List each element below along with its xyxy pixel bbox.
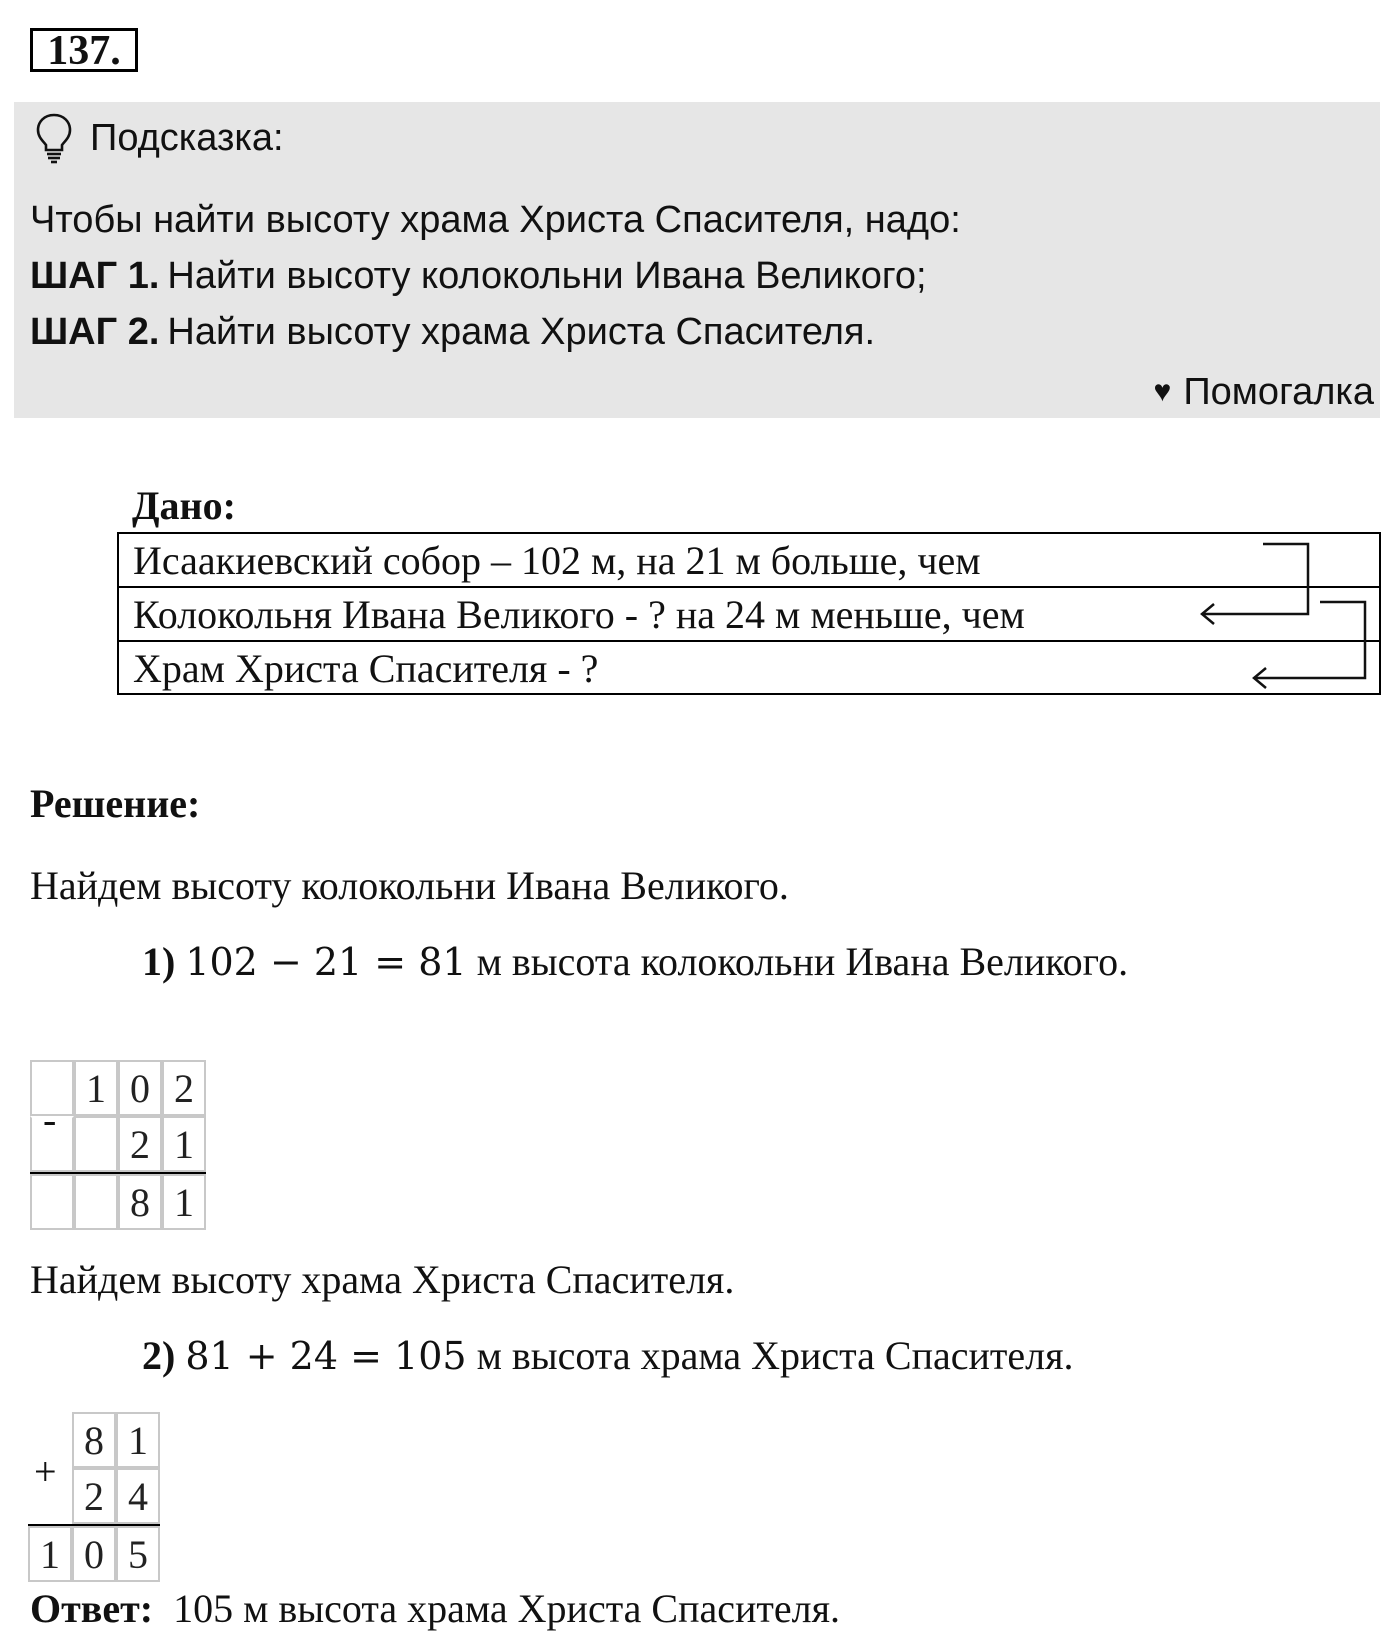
step-2-label: 2) xyxy=(142,1333,176,1378)
step-2-expression: 81 + 24 = 105 xyxy=(185,1334,467,1378)
lightbulb-icon xyxy=(34,112,74,164)
calc2-digit: 1 xyxy=(116,1412,160,1468)
calc1-digit: 1 xyxy=(74,1060,118,1116)
solution-line-2: Найдем высоту храма Христа Спасителя. xyxy=(30,1257,735,1302)
calc2-result-digit: 1 xyxy=(28,1526,72,1582)
calc1-result-digit: 8 xyxy=(118,1174,162,1230)
calc2-sign: + xyxy=(34,1449,57,1494)
solution-step-1 xyxy=(142,938,1128,986)
calc1-sign-cell-bottom xyxy=(30,1116,74,1172)
calc1-empty-cell xyxy=(30,1174,74,1230)
hint-step-1-label: ШАГ 1. xyxy=(30,255,160,297)
solution-line-1: Найдем высоту колокольни Ивана Великого. xyxy=(30,863,789,908)
calc1-digit xyxy=(74,1116,118,1172)
answer-line xyxy=(30,1585,840,1633)
answer-label: Ответ: xyxy=(30,1586,154,1631)
calc2-digit: 8 xyxy=(72,1412,116,1468)
calc1-result-digit xyxy=(74,1174,118,1230)
calc1-digit: 1 xyxy=(162,1116,206,1172)
hint-step-2-label: ШАГ 2. xyxy=(30,311,160,353)
hint-step-1-text: Найти высоту колокольни Ивана Великого; xyxy=(167,255,927,297)
calc2-digit: 4 xyxy=(116,1468,160,1524)
calc1-digit: 2 xyxy=(162,1060,206,1116)
hint-step-2 xyxy=(30,308,875,356)
hint-intro: Чтобы найти высоту храма Христа Спасителя, надо: xyxy=(30,199,961,241)
heart-icon: ♥ xyxy=(1153,375,1172,408)
given-row-3: Храм Христа Спасителя - ? xyxy=(133,646,599,691)
calc2-digit: 2 xyxy=(72,1468,116,1524)
step-1-text: м высота колокольни Ивана Великого. xyxy=(466,939,1129,984)
solution-step-2 xyxy=(142,1332,1074,1380)
hint-title: Подсказка: xyxy=(90,117,284,159)
calc1-digit: 2 xyxy=(118,1116,162,1172)
calc2-result-digit: 5 xyxy=(116,1526,160,1582)
solution-title: Решение: xyxy=(30,781,201,826)
brand-text: Помогалка xyxy=(1183,371,1374,413)
given-title: Дано: xyxy=(132,483,236,528)
answer-text: 105 м высота храма Христа Спасителя. xyxy=(153,1586,841,1631)
arrow-1 xyxy=(1202,544,1308,614)
comparison-arrows xyxy=(117,532,1381,695)
given-row-1: Исаакиевский собор – 102 м, на 21 м больше, чем xyxy=(119,534,1379,588)
task-number: 137. xyxy=(30,28,138,72)
step-2-text: м высота храма Христа Спасителя. xyxy=(466,1333,1074,1378)
calc1-sign: - xyxy=(43,1097,57,1142)
brand-label xyxy=(1154,368,1374,416)
column-subtraction xyxy=(30,1060,210,1240)
hint-step-2-text: Найти высоту храма Христа Спасителя. xyxy=(167,311,876,353)
calc2-result-digit: 0 xyxy=(72,1526,116,1582)
calc1-result-digit: 1 xyxy=(162,1174,206,1230)
calc1-digit: 0 xyxy=(118,1060,162,1116)
given-row-2: Колокольня Ивана Великого - ? на 24 м меньше, чем xyxy=(119,588,1379,642)
column-addition xyxy=(28,1412,168,1592)
hint-step-1 xyxy=(30,252,927,300)
step-1-label: 1) xyxy=(142,939,176,984)
step-1-expression: 102 − 21 = 81 xyxy=(185,940,467,984)
